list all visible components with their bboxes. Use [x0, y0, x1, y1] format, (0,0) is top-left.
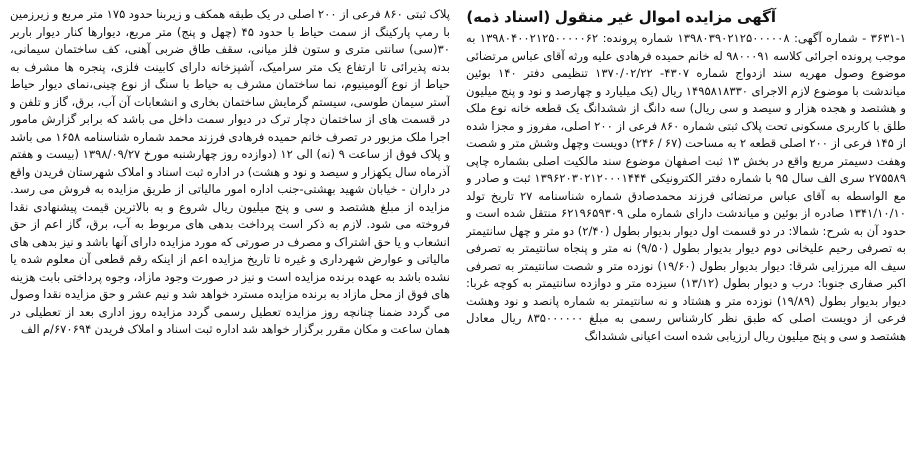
- notice-paragraph-2: پلاک ثبتی ۸۶۰ فرعی از ۲۰۰ اصلی در یک طبقه همکف و زیربنا حدود ۱۷۵ متر مربع و زیرزمین با رمپ پارکینگ از سمت حیاط با حدود ۴۵ (چهل و پنج) متر مربع، دیوارها کنار دیوار باربر ۳۰(سی) سانتی متری و ستون فلز میانی، سقف طاق ضربی آهنی، کف ساختمان سیمانی، بدنه پذیرائی تا ارتفاع یک متر سرامیک، آشپزخانه دارای کابینت فلزی، پنجره ها مشرف به حیاط از نوع آلومینیوم، نما ساختمان مشرف به حیاط با سنگ از نوع چینی،نمای دیوار حیاط آستر سیمان طوسی، سیستم گرمایش ساختمان بخاری و انشعابات آن آب، برق، گاز و تلفن و در قسمت های از ساختمان دچار ترک در دیوار سمت داخل می باشد که برابر گزارش مامور اجرا ملک مزبور در تصرف خانم حمیده فرهادی فرزند محمد شماره شناسنامه ۱۶۵۸ می باشد و پلاک فوق از ساعت ۹ (نه) الی ۱۲ (دوازده روز چهارشنبه مورخ ۱۳۹۸/۰۹/۲۷ (بیست و هفتم آذرماه سال یکهزار و سیصد و نود و هشت) در اداره ثبت اسناد و املاک شهرستان فریدن واقع در داران - خیابان شهید بهشتی-جنب اداره امور مالیاتی از طریق مزایده به فروش می رسد. مزایده از مبلغ هشتصد و سی و پنج میلیون ریال شروع و به بالاترین قیمت پیشنهادی نقدا فروخته می شود. لازم به ذکر است پرداخت بدهی های مربوط به آب، برق، گاز اعم از حق انشعاب و یا حق اشتراک و مصرف در صورتی که مورد مزایده دارای آنها باشد و نیز بدهی های مالیاتی و عوارض شهرداری و غیره تا تاریخ مزایده اعم از اینکه رقم قطعی آن معلوم شده یا نشده باشد به عهده برنده مزایده است و نیز در صورت وجود مازاد، وجوه پرداختی بابت هزینه های فوق از محل مازاد به برنده مزایده مسترد خواهد شد و نیم عشر و حق مزایده نقدا وصول می گردد ضمنا چنانچه روز مزایده تعطیل رسمی گردد مزایده روز اداری بعد از تعطیلی در همان ساعت و مکان مقرر برگزار خواهد شد اداره ثبت اسناد و املاک فریدن ۶۷۰۶۹۴/م الف: [10, 7, 450, 336]
- right-column: [466, 6, 906, 458]
- notice-title: آگهی مزایده اموال غیر منقول (اسناد ذمه): [466, 8, 776, 26]
- notice-paragraph-1: ۳۶۳۱-۱ - شماره آگهی: ۱۳۹۸۰۳۹۰۲۱۲۵۰۰۰۰۰۸ شماره پرونده: ۱۳۹۸۰۴۰۰۲۱۲۵۰۰۰۰۰۶۲ به موجب پرونده اجرائی کلاسه ۹۸۰۰۰۹۱ له خانم حمیده فرهادی علیه ورثه آقای عباس مرتضائی موضوع وصول مهریه سند ازدواج شماره ۴۳۰۷- ۱۳۷۰/۰۲/۲۲ تنظیمی دفتر ۱۴۰ بوئین میاندشت با موضوع لازم الاجرای ۱۴۹۵۸۱۸۳۳۰ ریال (یک میلیارد و چهارصد و نود و پنج میلیون و هشتصد و هجده هزار و سیصد و سی ریال) سه دانگ از ششدانگ یک قطعه خانه نوع ملک طلق با کاربری مسکونی تحت پلاک ثبتی شماره ۸۶۰ فرعی از ۲۰۰ اصلی، مفروز و مجزا شده از ۱۴۵ فرعی از ۲۰۰ اصلی قطعه ۲ به مساحت (۶۷ / ۲۴۶) دویست وچهل وشش متر و شصت وهفت دسیمتر مربع واقع در بخش ۱۳ ثبت اصفهان موضوع سند مالکیت اصلی بشماره چاپی ۲۷۵۵۸۹ سری الف سال ۹۵ با شماره دفتر الکترونیکی ۱۳۹۶۲۰۳۰۲۱۲۰۰۰۱۴۴۴ ثبت و صادر و مع الواسطه به آقای عباس مرتضائی فرزند محمدصادق شماره شناسنامه ۲۷ تاریخ تولد ۱۳۴۱/۱۰/۱۰ صادره از بوئین و میاندشت دارای شماره ملی ۶۲۱۹۶۵۹۳۰۹ منتقل شده است و حدود آن به شرح: شمالا: در دو قسمت اول دیوار بدیوار بطول (۲/۴۰) دو متر و چهل سانتیمتر به تصرفی رحیم علیخانی دوم دیوار بدیوار بطول (۹/۵۰) نه متر و پنجاه سانتیمتر به تصرفی سیف اله میرزایی شرقا: دیوار بدیوار بطول (۱۹/۶۰) نوزده متر و شصت سانتیمتر به تصرفی اکبر صفاری جنوبا: درب و دیوار بطول (۱۳/۱۲) سیزده متر و دوازده سانتیمتر به کوچه غربا: دیوار بدیوار بطول (۱۹/۸۹) نوزده متر و هشتاد و نه سانتیمتر به شماره پانصد و نود وهشت فرعی از دویست اصلی که طبق نظر کارشناس رسمی به مبلغ ۸۳۵۰۰۰۰۰۰ ریال معادل هشتصد و سی و پنج میلیون ریال ارزیابی شده است اعیانی ششدانگ: [466, 31, 906, 343]
- left-column: [10, 6, 450, 458]
